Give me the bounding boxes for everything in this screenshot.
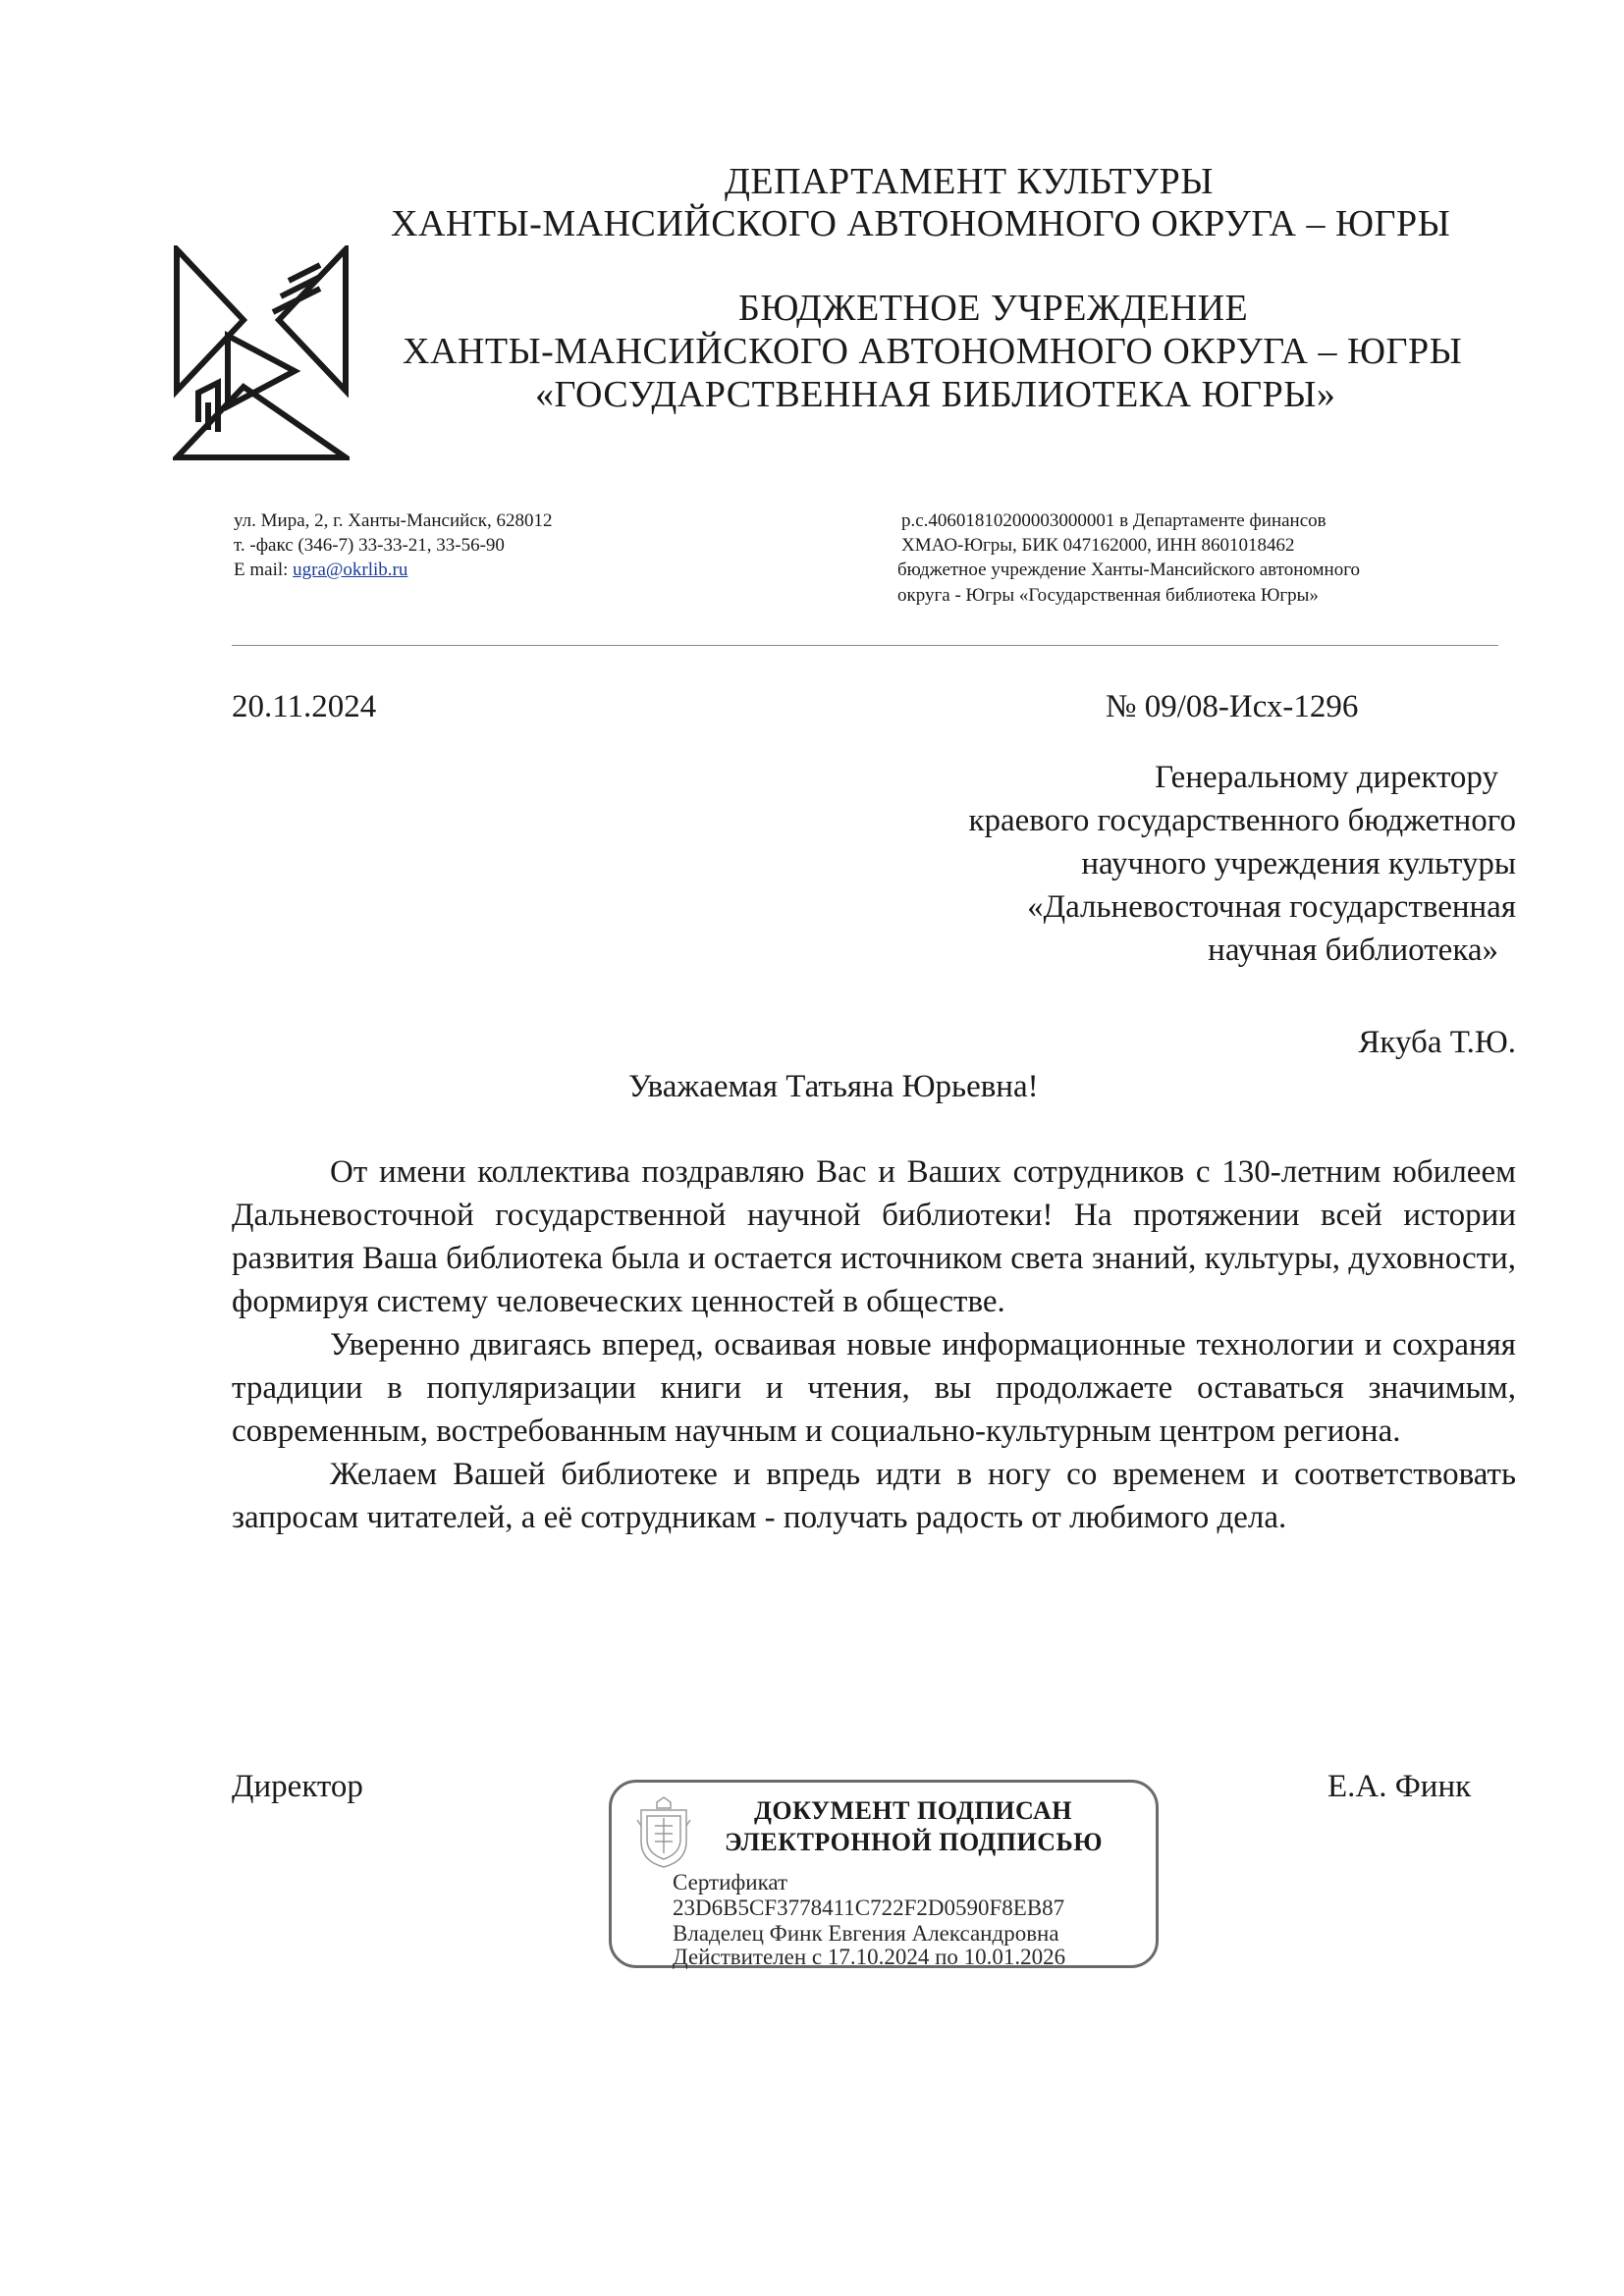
email-link[interactable]: ugra@okrlib.ru	[293, 560, 408, 580]
letter-number: № 09/08-Исх-1296	[1106, 689, 1359, 724]
paragraph: Желаем Вашей библиотеке и впредь идти в ногу со временем и соответствовать запросам читателей, а её сотрудникам - получать радость от любимого дела.	[232, 1457, 1516, 1535]
e-signature-stamp	[609, 1780, 1159, 1968]
bank-line-1: р.с.40601810200003000001 в Департаменте финансов	[901, 510, 1326, 531]
coat-of-arms-icon	[635, 1796, 692, 1869]
header-divider	[232, 645, 1498, 646]
signer-title: Директор	[232, 1769, 363, 1804]
stamp-title-line-1: ДОКУМЕНТ ПОДПИСАН	[754, 1796, 1072, 1825]
department-line-2: ХАНТЫ-МАНСИЙСКОГО АВТОНОМНОГО ОКРУГА – ЮГРЫ	[391, 203, 1451, 244]
email-row	[234, 558, 407, 582]
organization-line-1: БЮДЖЕТНОЕ УЧРЕЖДЕНИЕ	[738, 288, 1249, 329]
recipient-line: краевого государственного бюджетного	[968, 803, 1516, 838]
recipient-line: «Дальневосточная государственная	[1027, 889, 1516, 925]
stamp-cert-id: 23D6B5CF3778411C722F2D0590F8EB87	[673, 1896, 1065, 1920]
phone-fax: т. -факс (346-7) 33-33-21, 33-56-90	[234, 535, 505, 556]
recipient-line: Генеральному директору	[1155, 760, 1498, 795]
stamp-cert-label: Сертификат	[673, 1870, 788, 1895]
stamp-title-line-2: ЭЛЕКТРОННОЙ ПОДПИСЬЮ	[725, 1828, 1103, 1856]
library-logo	[173, 245, 350, 461]
recipient-block	[809, 756, 1516, 972]
bank-line-2: ХМАО-Югры, БИК 047162000, ИНН 8601018462	[901, 535, 1295, 556]
letter-date: 20.11.2024	[232, 689, 377, 724]
recipient-name: Якуба Т.Ю.	[1358, 1025, 1516, 1060]
address: ул. Мира, 2, г. Ханты-Мансийск, 628012	[234, 510, 553, 531]
stamp-validity: Действителен с 17.10.2024 по 10.01.2026	[673, 1945, 1066, 1969]
recipient-line: научная библиотека»	[1208, 933, 1498, 968]
letter-body	[232, 1150, 1516, 1539]
stamp-owner: Владелец Финк Евгения Александровна	[673, 1921, 1059, 1946]
bank-line-4: округа - Югры «Государственная библиотека Югры»	[897, 585, 1319, 606]
department-line-1: ДЕПАРТАМЕНТ КУЛЬТУРЫ	[725, 161, 1214, 202]
organization-line-2: ХАНТЫ-МАНСИЙСКОГО АВТОНОМНОГО ОКРУГА – ЮГРЫ	[403, 331, 1463, 372]
paragraph: Уверенно двигаясь вперед, осваивая новые информационные технологии и сохраняя традиции в популяризации книги и чтения, вы продолжаете оставаться значимым, современным, востребованным научным и социально-культурным центром региона.	[232, 1327, 1516, 1449]
email-label: E mail:	[234, 560, 289, 580]
paragraph: От имени коллектива поздравляю Вас и Ваших сотрудников с 130-летним юбилеем Дальневосточной государственной научной библиотеки! На протяжении всей истории развития Ваша библиотека была и остается источником света знаний, культуры, духовности, формируя систему человеческих ценностей в обществе.	[232, 1154, 1516, 1319]
bank-line-3: бюджетное учреждение Ханты-Мансийского автономного	[897, 560, 1361, 580]
signer-name: Е.А. Финк	[1327, 1769, 1472, 1804]
greeting: Уважаемая Татьяна Юрьевна!	[628, 1069, 1039, 1104]
organization-line-3: «ГОСУДАРСТВЕННАЯ БИБЛИОТЕКА ЮГРЫ»	[535, 374, 1336, 415]
recipient-line: научного учреждения культуры	[1081, 846, 1516, 881]
